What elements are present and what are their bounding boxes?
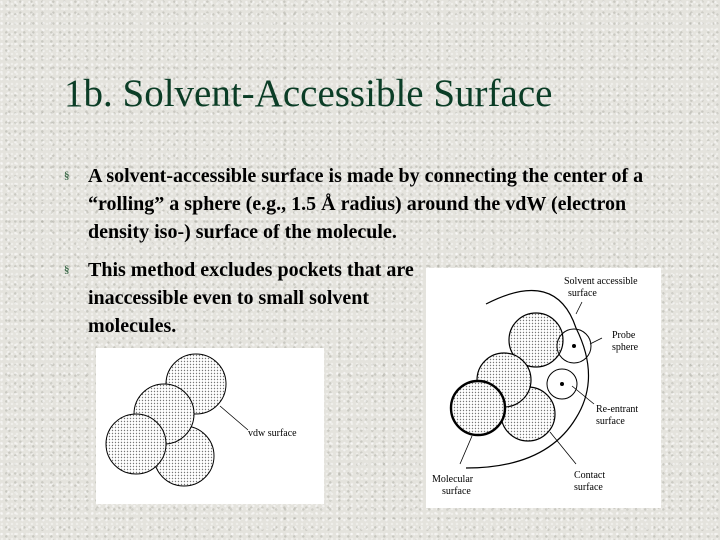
label-leader-line — [550, 432, 576, 464]
label-leader-line — [572, 386, 594, 404]
atom-circle — [106, 414, 166, 474]
solvent-accessible-surface-figure — [426, 268, 661, 508]
bullet-text: This method excludes pockets that are inaccessible even to small solvent molecules. — [88, 259, 414, 337]
molecular-surface-label: Molecular surface — [432, 474, 474, 497]
atom-circle — [451, 381, 505, 435]
contact-surface-label: Contact surface — [574, 470, 606, 493]
probe-center — [560, 382, 564, 386]
slide-title: 1b. Solvent-Accessible Surface — [64, 72, 553, 115]
vdw-surface-figure — [96, 348, 324, 504]
vdw-surface-diagram — [96, 348, 324, 504]
label-leader-line — [576, 302, 582, 314]
label-leader-line — [460, 436, 472, 464]
probe-sphere-label: Probe sphere — [612, 330, 639, 353]
bullet-marker: § — [64, 264, 70, 276]
reentrant-surface-label: Re-entrant surface — [596, 404, 639, 427]
bullet-text: A solvent-accessible surface is made by connecting the center of a “rolling” a sphere (e.g., 1.5 Å radius) around the vdW (electron density iso-) surface of the molecule. — [88, 165, 644, 243]
probe-center — [572, 344, 576, 348]
surface-types-diagram — [426, 268, 661, 508]
solvent-accessible-label: Solvent accessible surface — [564, 276, 638, 299]
vdw-surface-label: vdw surface — [248, 428, 297, 439]
label-leader-line — [220, 406, 248, 430]
bullet-marker: § — [64, 170, 70, 182]
label-leader-line — [590, 338, 602, 344]
bullet-item-2 — [64, 256, 424, 340]
bullet-item-1 — [64, 162, 674, 246]
